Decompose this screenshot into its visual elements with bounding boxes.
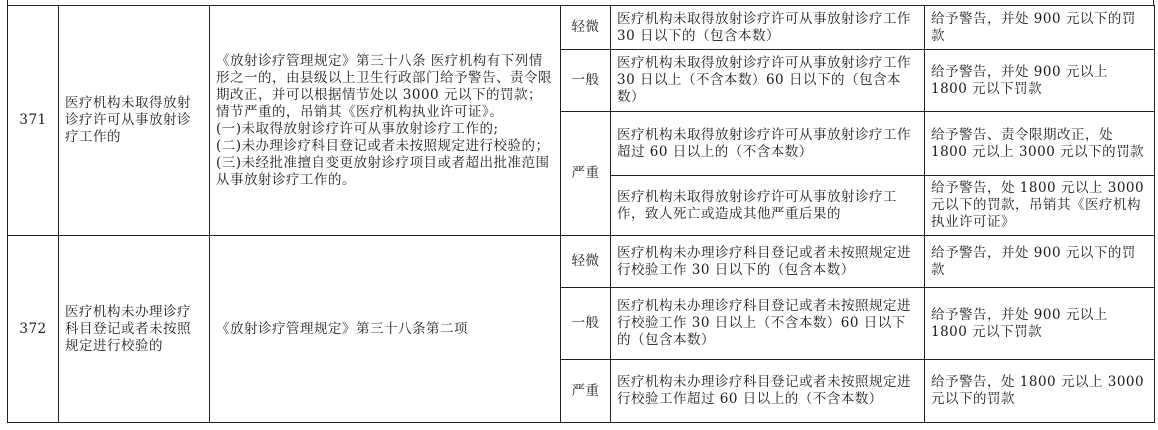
violation-item: 医疗机构未办理诊疗科目登记或者未按照规定进行校验的 (59, 236, 210, 423)
penalty-standard: 给予警告，并处 900 元以下的罚款 (925, 6, 1155, 50)
legal-basis (210, 236, 561, 423)
severity-level: 一般 (561, 288, 611, 360)
legal-basis-clause: (三)未经批准擅自变更放射诊疗项目或者超出批准范围从事放射诊疗工作的。 (216, 154, 550, 188)
penalty-standard: 给予警告，并处 900 元以上 1800 元以下罚款 (925, 50, 1155, 112)
table-row (8, 6, 1155, 50)
violation-item: 医疗机构未取得放射诊疗许可从事放射诊疗工作的 (59, 6, 210, 236)
legal-basis-text: 《放射诊疗管理规定》第三十八条 医疗机构有下列情形之一的，由县级以上卫生行政部门给予警告、责令限期改正，并可以根据情节处以 3000 元以下的罚款；情节严重的，吊销其《医疗机构执业许可证》。 (216, 52, 552, 120)
penalty-standard: 给予警告，处 1800 元以上 3000 元以下的罚款，吊销其《医疗机构执业许可证》 (925, 176, 1155, 236)
penalty-standard: 给予警告、责令限期改正，处 1800 元以上 3000 元以下的罚款 (925, 112, 1155, 176)
penalty-table (7, 5, 1155, 423)
penalty-standard: 给予警告，并处 900 元以下的罚款 (925, 236, 1155, 288)
violation-circumstance: 医疗机构未取得放射诊疗许可从事放射诊疗工作，致人死亡或造成其他严重后果的 (611, 176, 925, 236)
violation-circumstance: 医疗机构未取得放射诊疗许可从事放射诊疗工作超过 60 日以上的（不含本数） (611, 112, 925, 176)
penalty-standard: 给予警告，处 1800 元以上 3000 元以下的罚款 (925, 360, 1155, 423)
severity-level: 轻微 (561, 236, 611, 288)
violation-circumstance: 医疗机构未取得放射诊疗许可从事放射诊疗工作 30 日以上（不含本数）60 日以下的（包含本数） (611, 50, 925, 112)
violation-circumstance: 医疗机构未办理诊疗科目登记或者未按照规定进行校验工作 30 日以上（不含本数）60 日以下的（包含本数） (611, 288, 925, 360)
severity-level: 严重 (561, 360, 611, 423)
penalty-table-body (8, 6, 1155, 423)
severity-level: 一般 (561, 50, 611, 112)
severity-level: 严重 (561, 112, 611, 236)
violation-circumstance: 医疗机构未取得放射诊疗许可从事放射诊疗工作 30 日以下的（包含本数） (611, 6, 925, 50)
legal-basis-clause: (二)未办理诊疗科目登记或者未按照规定进行校验的； (216, 137, 550, 154)
table-row (8, 236, 1155, 288)
severity-level: 轻微 (561, 6, 611, 50)
violation-circumstance: 医疗机构未办理诊疗科目登记或者未按照规定进行校验工作 30 日以下的（包含本数） (611, 236, 925, 288)
item-number: 371 (8, 6, 59, 236)
violation-circumstance: 医疗机构未办理诊疗科目登记或者未按照规定进行校验工作超过 60 日以上的（不含本数） (611, 360, 925, 423)
item-number: 372 (8, 236, 59, 423)
legal-basis (210, 6, 561, 236)
penalty-standard: 给予警告，并处 900 元以上 1800 元以下罚款 (925, 288, 1155, 360)
legal-basis-clause: (一)未取得放射诊疗许可从事放射诊疗工作的; (216, 120, 499, 137)
legal-basis-text: 《放射诊疗管理规定》第三十八条第二项 (216, 320, 468, 337)
